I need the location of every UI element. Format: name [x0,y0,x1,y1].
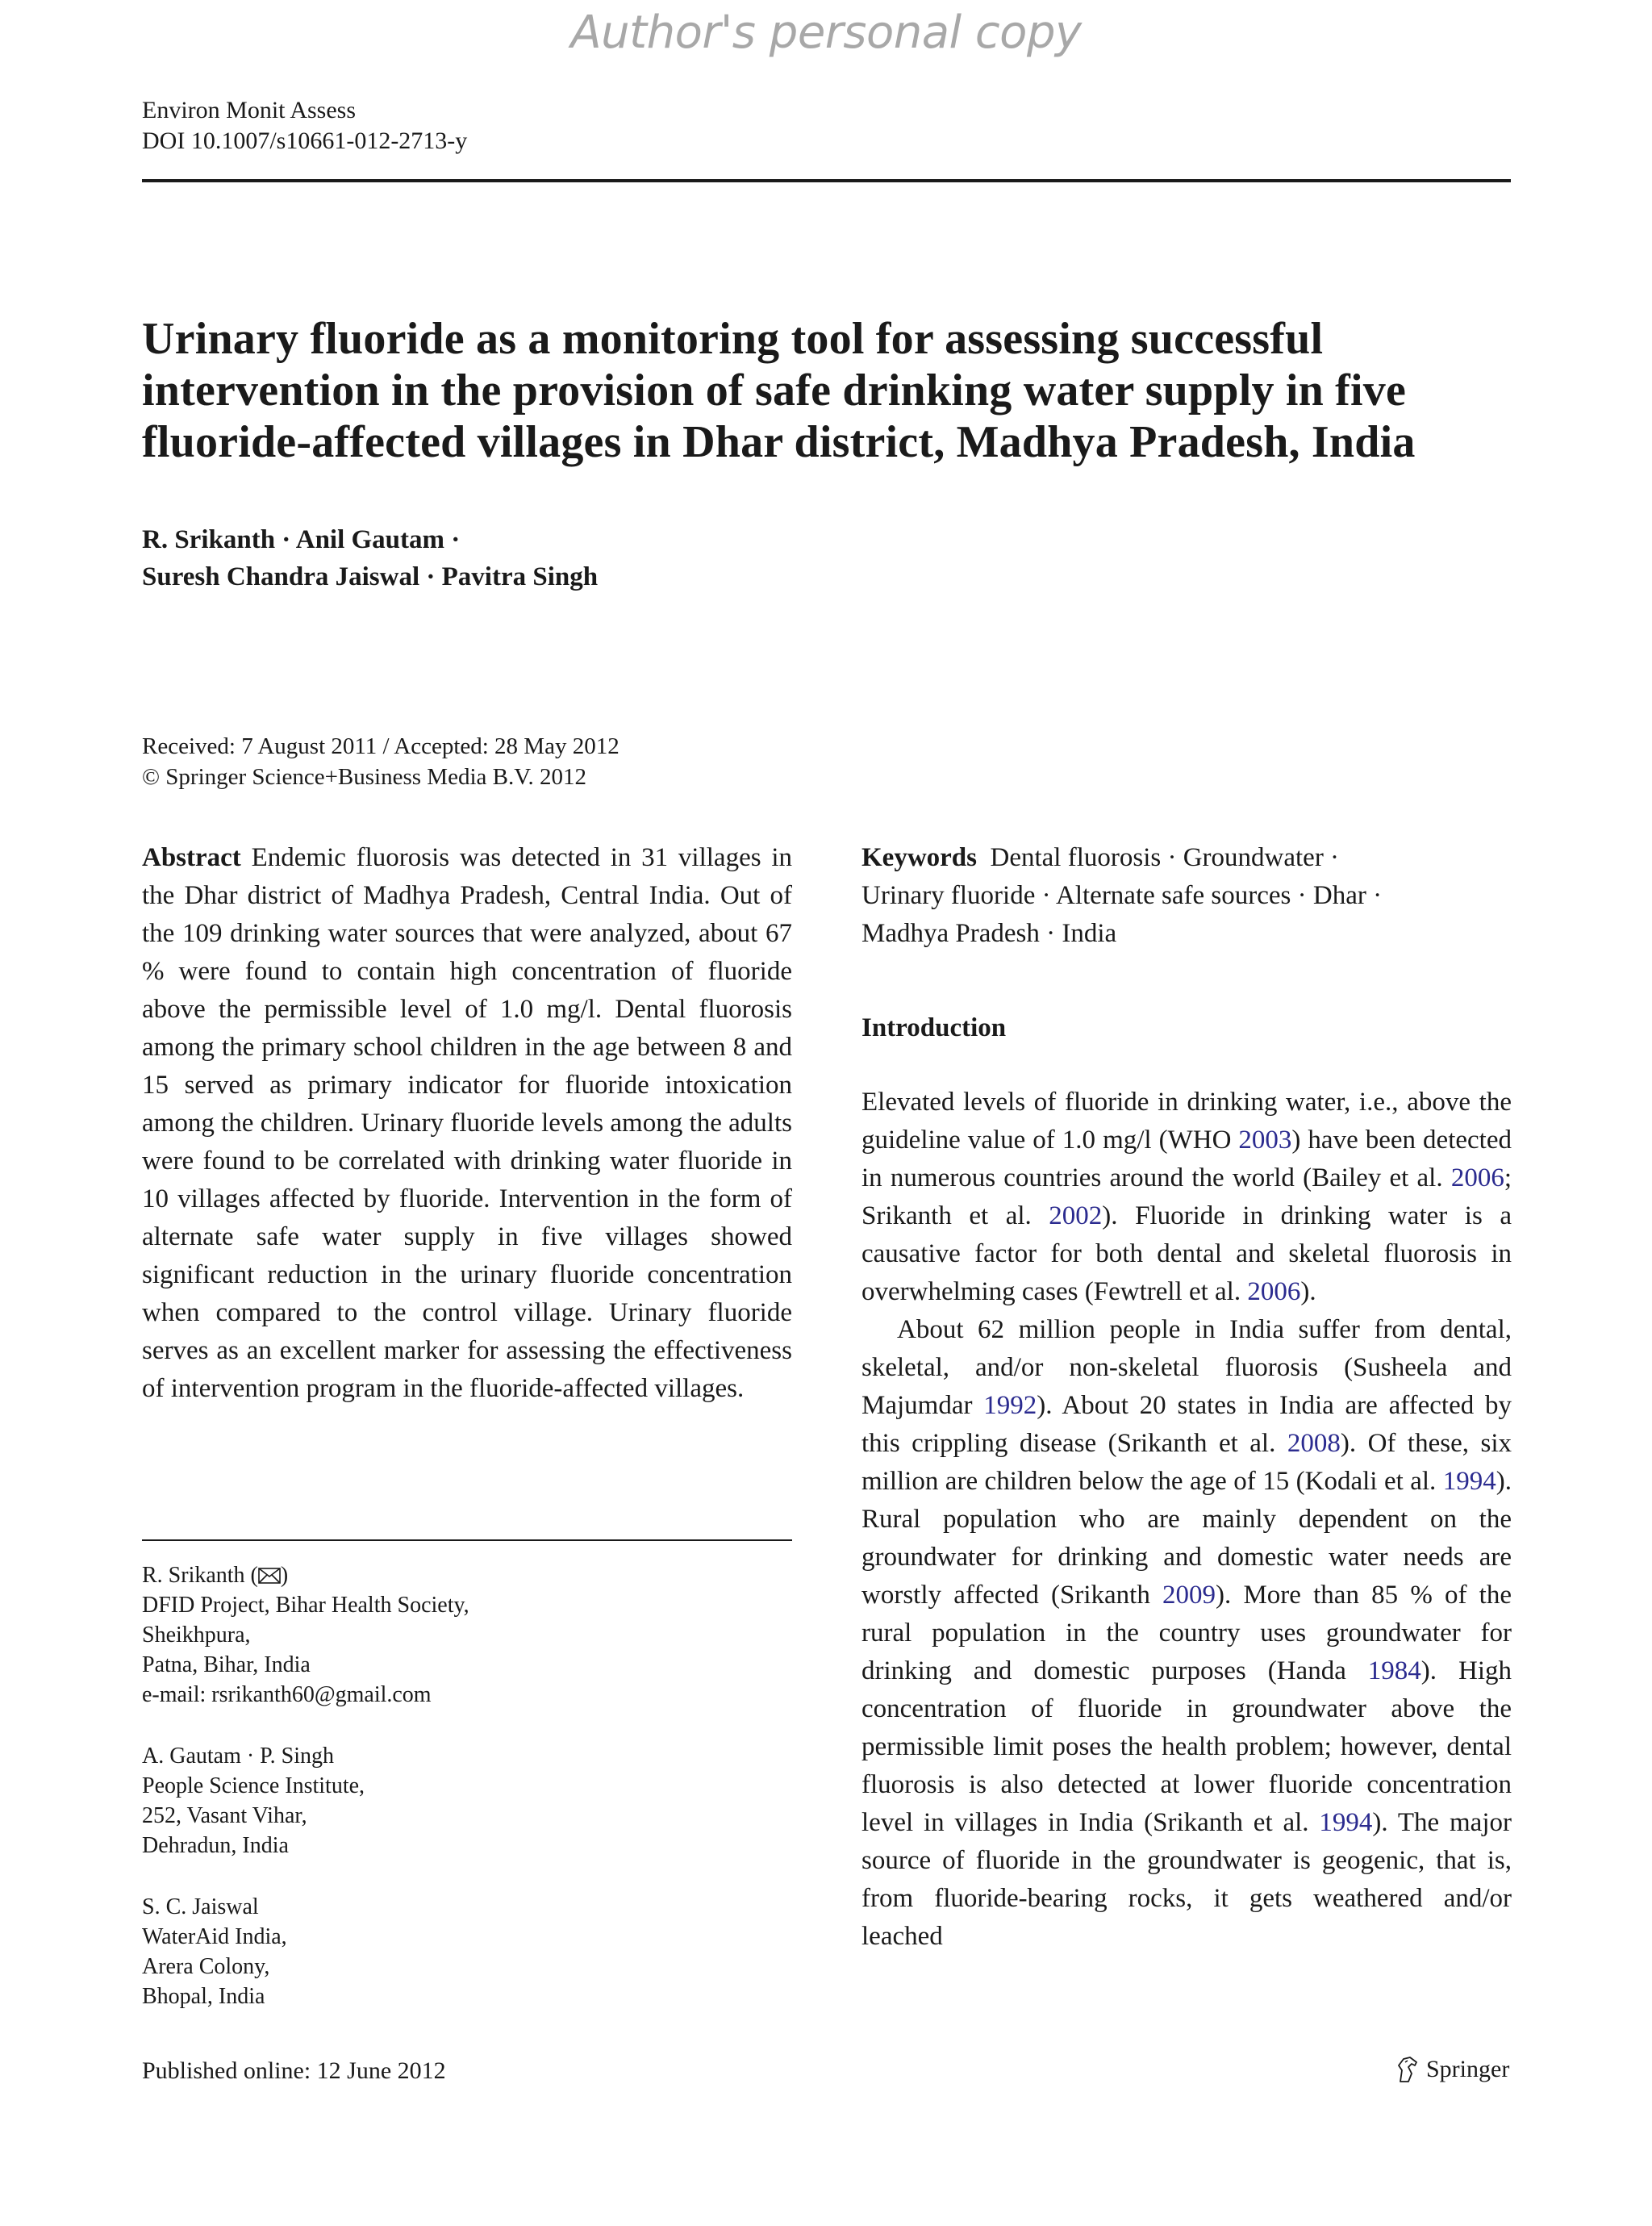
keywords-line: Urinary fluoride · Alternate safe sources · Dhar · [861,881,1383,910]
citation-link[interactable]: 1994 [1442,1467,1496,1496]
email-envelope-icon [258,1568,281,1584]
affiliation-line: WaterAid India, [142,1924,287,1949]
springer-horse-icon [1395,2056,1420,2083]
affiliation-line: People Science Institute, [142,1773,365,1798]
citation-link[interactable]: 2006 [1247,1277,1301,1306]
intro-paragraph-2: About 62 million people in India suffer from dental, skeletal, and/or non-skeletal fluorosis (Susheela and Majumdar 1992). About 20 states in India are affected by this crippling disease (Srikanth et al. 2008). Of these, six million are children below the age of 15 (Kodali et al. 1994). Rural population who are mainly dependent on the groundwater for drinking and domestic water needs are worstly affected (Srikanth 2009). More than 85 % of the rural population in the country uses groundwater for drinking and domestic purposes (Handa 1984). High concentration of fluoride in groundwater above the permissible limit poses the health problem; however, dental fluorosis is also detected at lower fluoride concentration level in villages in India (Srikanth et al. 1994). The major source of fluoride in the groundwater is geogenic, that is, from fluoride-bearing rocks, it gets weathered and/or leached [861,1315,1512,1951]
abstract [142,839,792,1408]
citation-link[interactable]: 1984 [1367,1656,1421,1685]
citation-link[interactable]: 2009 [1162,1581,1216,1610]
affiliation-line: Bhopal, India [142,1984,265,2009]
keywords [861,839,1512,953]
header-rule [142,179,1511,182]
citation-link[interactable]: 2002 [1049,1201,1103,1230]
affiliation-jaiswal [142,1892,287,2011]
publisher-name: Springer [1426,2056,1510,2082]
keywords-label: Keywords [861,843,977,872]
citation-link[interactable]: 2003 [1238,1126,1292,1155]
affiliation-line: DFID Project, Bihar Health Society, [142,1593,469,1618]
watermark: Author's personal copy [570,6,1082,59]
keywords-line: Dental fluorosis · Groundwater · [990,843,1340,872]
title-line: Urinary fluoride as a monitoring tool for assessing successful [142,314,1324,364]
citation-link[interactable]: 1992 [983,1391,1037,1420]
keywords-line: Madhya Pradesh · India [861,919,1117,948]
published-online: Published online: 12 June 2012 [142,2057,446,2084]
title-line: intervention in the provision of safe drinking water supply in five [142,365,1407,416]
right-column [861,839,1512,1956]
affiliation-line: Arera Colony, [142,1954,270,1979]
abstract-paragraph [142,839,792,1408]
affiliation-name: R. Srikanth ( ) [142,1563,289,1588]
journal-name: Environ Monit Assess [142,97,357,123]
affiliation-email[interactable]: e-mail: rsrikanth60@gmail.com [142,1682,432,1707]
footnote-rule [142,1539,792,1541]
journal-header [142,95,467,157]
citation-link[interactable]: 1994 [1319,1808,1373,1837]
citation-link[interactable]: 2006 [1450,1163,1504,1192]
copyright: © Springer Science+Business Media B.V. 2012 [142,764,586,790]
affiliation-line: Dehradun, India [142,1833,289,1858]
publisher-logo [1395,2056,1509,2083]
citation-link[interactable]: 2008 [1287,1429,1341,1458]
affiliation-name: S. C. Jaiswal [142,1894,259,1919]
affiliation-line: 252, Vasant Vihar, [142,1803,307,1828]
article-dates [142,731,620,792]
paper-title [142,313,1513,468]
journal-doi: DOI 10.1007/s10661-012-2713-y [142,127,468,154]
received-accepted: Received: 7 August 2011 / Accepted: 28 May 2012 [142,733,620,759]
affiliation-name: A. Gautam · P. Singh [142,1744,334,1769]
author-line: Suresh Chandra Jaiswal · Pavitra Singh [142,562,599,591]
affiliation-srikanth [142,1560,469,1710]
section-heading-introduction: Introduction [861,1013,1007,1042]
abstract-text: Endemic fluorosis was detected in 31 villages in the Dhar district of Madhya Pradesh, Central India. Out of the 109 drinking water sources that were analyzed, about 67 % were found to contain high concentration of fluoride above the permissible level of 1.0 mg/l. Dental fluorosis among the primary school children in the age between 8 and 15 served as primary indicator for fluoride intoxication among the children. Urinary fluoride levels among the adults were found to be correlated with drinking water fluoride in 10 villages affected by fluoride. Intervention in the form of alternate safe water supply in five villages showed significant reduction in the urinary fluoride concentration when compared to the control village. Urinary fluoride serves as an excellent marker for assessing the effectiveness of intervention program in the fluoride-affected villages. [142,843,793,1403]
abstract-label: Abstract [142,843,241,872]
title-line: fluoride-affected villages in Dhar district, Madhya Pradesh, India [142,417,1416,467]
affiliation-gautam-singh [142,1741,365,1861]
affiliation-line: Patna, Bihar, India [142,1652,311,1677]
intro-paragraph-1: Elevated levels of fluoride in drinking water, i.e., above the guideline value of 1.0 mg/l (WHO 2003) have been detected in numerous countries around the world (Bailey et al. 2006; Srikanth et al. 2002). Fluoride in drinking water is a causative factor for both dental and skeletal fluorosis in overwhelming cases (Fewtrell et al. 2006). [861,1088,1512,1306]
author-list [142,521,598,595]
affiliation-line: Sheikhpura, [142,1623,251,1648]
author-line: R. Srikanth · Anil Gautam · [142,525,461,554]
